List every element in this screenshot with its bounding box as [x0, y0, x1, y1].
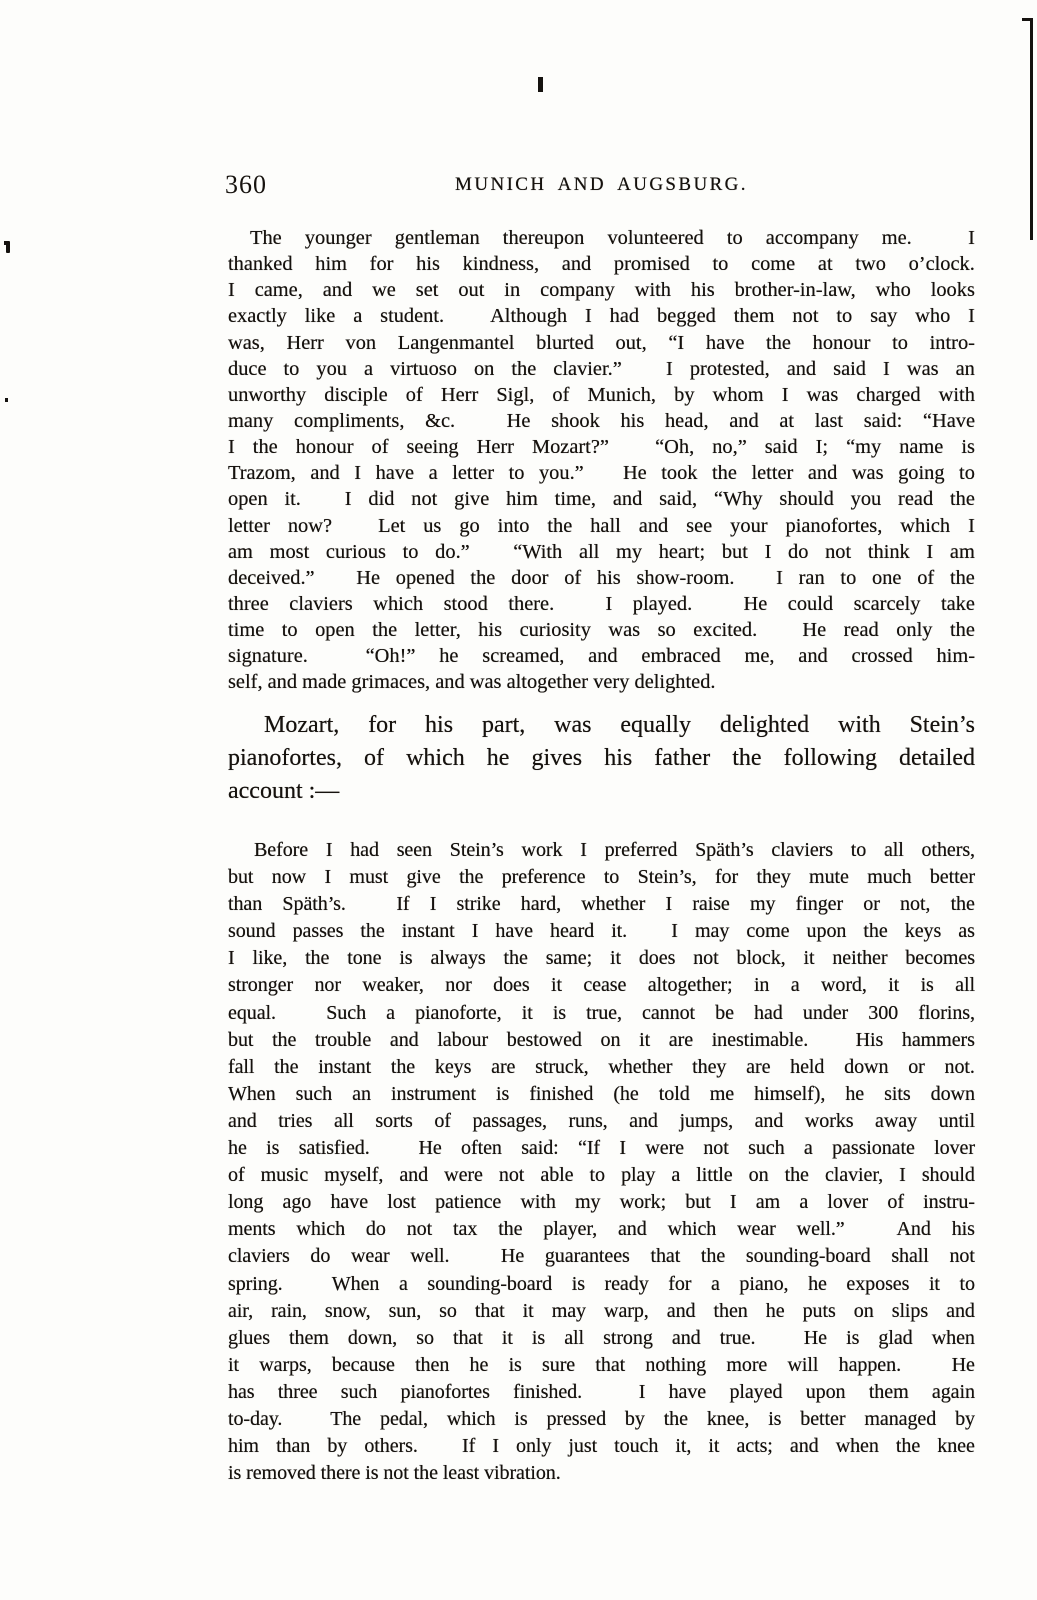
text-line: three claviers which stood there. I played. He could scarcely take: [228, 592, 975, 615]
text-line: I came, and we set out in company with his brother-in-law, who looks: [228, 279, 975, 302]
text-line: stronger nor weaker, nor does it cease altogether; in a word, it is all: [228, 974, 975, 997]
text-line: spring. When a sounding-board is ready for a piano, he exposes it to: [228, 1272, 975, 1295]
text-line: was, Herr von Langenmantel blurted out, “I have the honour to intro-: [228, 331, 975, 354]
text-line: pianofortes, of which he gives his father the following detailed: [228, 745, 975, 771]
text-line: duce to you a virtuoso on the clavier.” I protested, and said I was an: [228, 357, 975, 380]
paragraph-letter-stein: [228, 839, 975, 1489]
text-line: glues them down, so that it is all strong and true. He is glad when: [228, 1326, 975, 1349]
text-line: Trazom, and I have a letter to you.” He took the letter and was going to: [228, 462, 975, 485]
text-line: open it. I did not give him time, and said, “Why should you read the: [228, 488, 975, 511]
text-line: him than by others. If I only just touch it, it acts; and when the knee: [228, 1435, 975, 1458]
text-line: The younger gentleman thereupon volunteered to accompany me. I: [250, 227, 975, 249]
text-line: fall the instant the keys are struck, whether they are held down or not.: [228, 1055, 975, 1078]
text-line: than Späth’s. If I strike hard, whether I raise my finger or not, the: [228, 893, 975, 916]
text-line: exactly like a student. Although I had begged them not to say who I: [228, 305, 975, 328]
paragraph-letter-visit: [228, 227, 975, 698]
scan-speck-left-margin: [5, 398, 8, 402]
running-title: MUNICH AND AUGSBURG.: [455, 174, 748, 195]
text-line: equal. Such a pianoforte, it is true, cannot be had under 300 florins,: [228, 1001, 975, 1024]
text-line: is removed there is not the least vibration.: [228, 1462, 561, 1485]
text-line: sound passes the instant I have heard it. I may come upon the keys as: [228, 920, 975, 943]
text-line: but the trouble and labour bestowed on it are inestimable. His hammers: [228, 1028, 975, 1051]
text-line: but now I must give the preference to Stein’s, for they mute much better: [228, 866, 975, 889]
scan-line-right-edge: [1030, 18, 1033, 240]
text-line: ments which do not tax the player, and which wear well.” And his: [228, 1218, 975, 1241]
text-line: air, rain, snow, sun, so that it may warp, and then he puts on slips and: [228, 1299, 975, 1322]
text-line: long ago have lost patience with my work; but I am a lover of instru-: [228, 1191, 975, 1214]
paragraph-editorial-note: [228, 712, 975, 811]
text-line: many compliments, &c. He shook his head, and at last said: “Have: [228, 409, 975, 432]
text-line: I the honour of seeing Herr Mozart?” “Oh, no,” said I; “my name is: [228, 436, 975, 459]
scan-mark-left-margin: [6, 241, 10, 253]
text-line: deceived.” He opened the door of his show-room. I ran to one of the: [228, 566, 975, 589]
text-line: letter now? Let us go into the hall and see your pianofortes, which I: [228, 514, 975, 537]
text-line: self, and made grimaces, and was altogether very delighted.: [228, 671, 716, 694]
text-line: unworthy disciple of Herr Sigl, of Munich, by whom I was charged with: [228, 383, 975, 406]
text-line: claviers do wear well. He guarantees that the sounding-board shall not: [228, 1245, 975, 1268]
text-line: signature. “Oh!” he screamed, and embraced me, and crossed him-: [228, 645, 975, 668]
text-line: has three such pianofortes finished. I have played upon them again: [228, 1380, 975, 1403]
text-line: to-day. The pedal, which is pressed by the knee, is better managed by: [228, 1407, 975, 1430]
page-number: 360: [225, 170, 267, 199]
text-line: Mozart, for his part, was equally delighted with Stein’s: [264, 712, 975, 738]
text-line: time to open the letter, his curiosity was so excited. He read only the: [228, 619, 975, 642]
text-line: account :—: [228, 778, 340, 804]
page-header: [225, 170, 975, 202]
text-line: Before I had seen Stein’s work I preferred Späth’s claviers to all others,: [254, 839, 975, 861]
text-column: [225, 0, 975, 1600]
text-line: he is satisfied. He often said: “If I were not such a passionate lover: [228, 1137, 975, 1160]
text-line: I like, the tone is always the same; it does not block, it neither becomes: [228, 947, 975, 970]
text-line: it warps, because then he is sure that nothing more will happen. He: [228, 1353, 975, 1376]
text-line: thanked him for his kindness, and promised to come at two o’clock.: [228, 253, 975, 276]
text-line: and tries all sorts of passages, runs, and jumps, and works away until: [228, 1109, 975, 1132]
text-line: am most curious to do.” “With all my heart; but I do not think I am: [228, 540, 975, 563]
text-line: of music myself, and were not able to play a little on the clavier, I should: [228, 1164, 975, 1187]
text-line: When such an instrument is finished (he told me himself), he sits down: [228, 1082, 975, 1105]
